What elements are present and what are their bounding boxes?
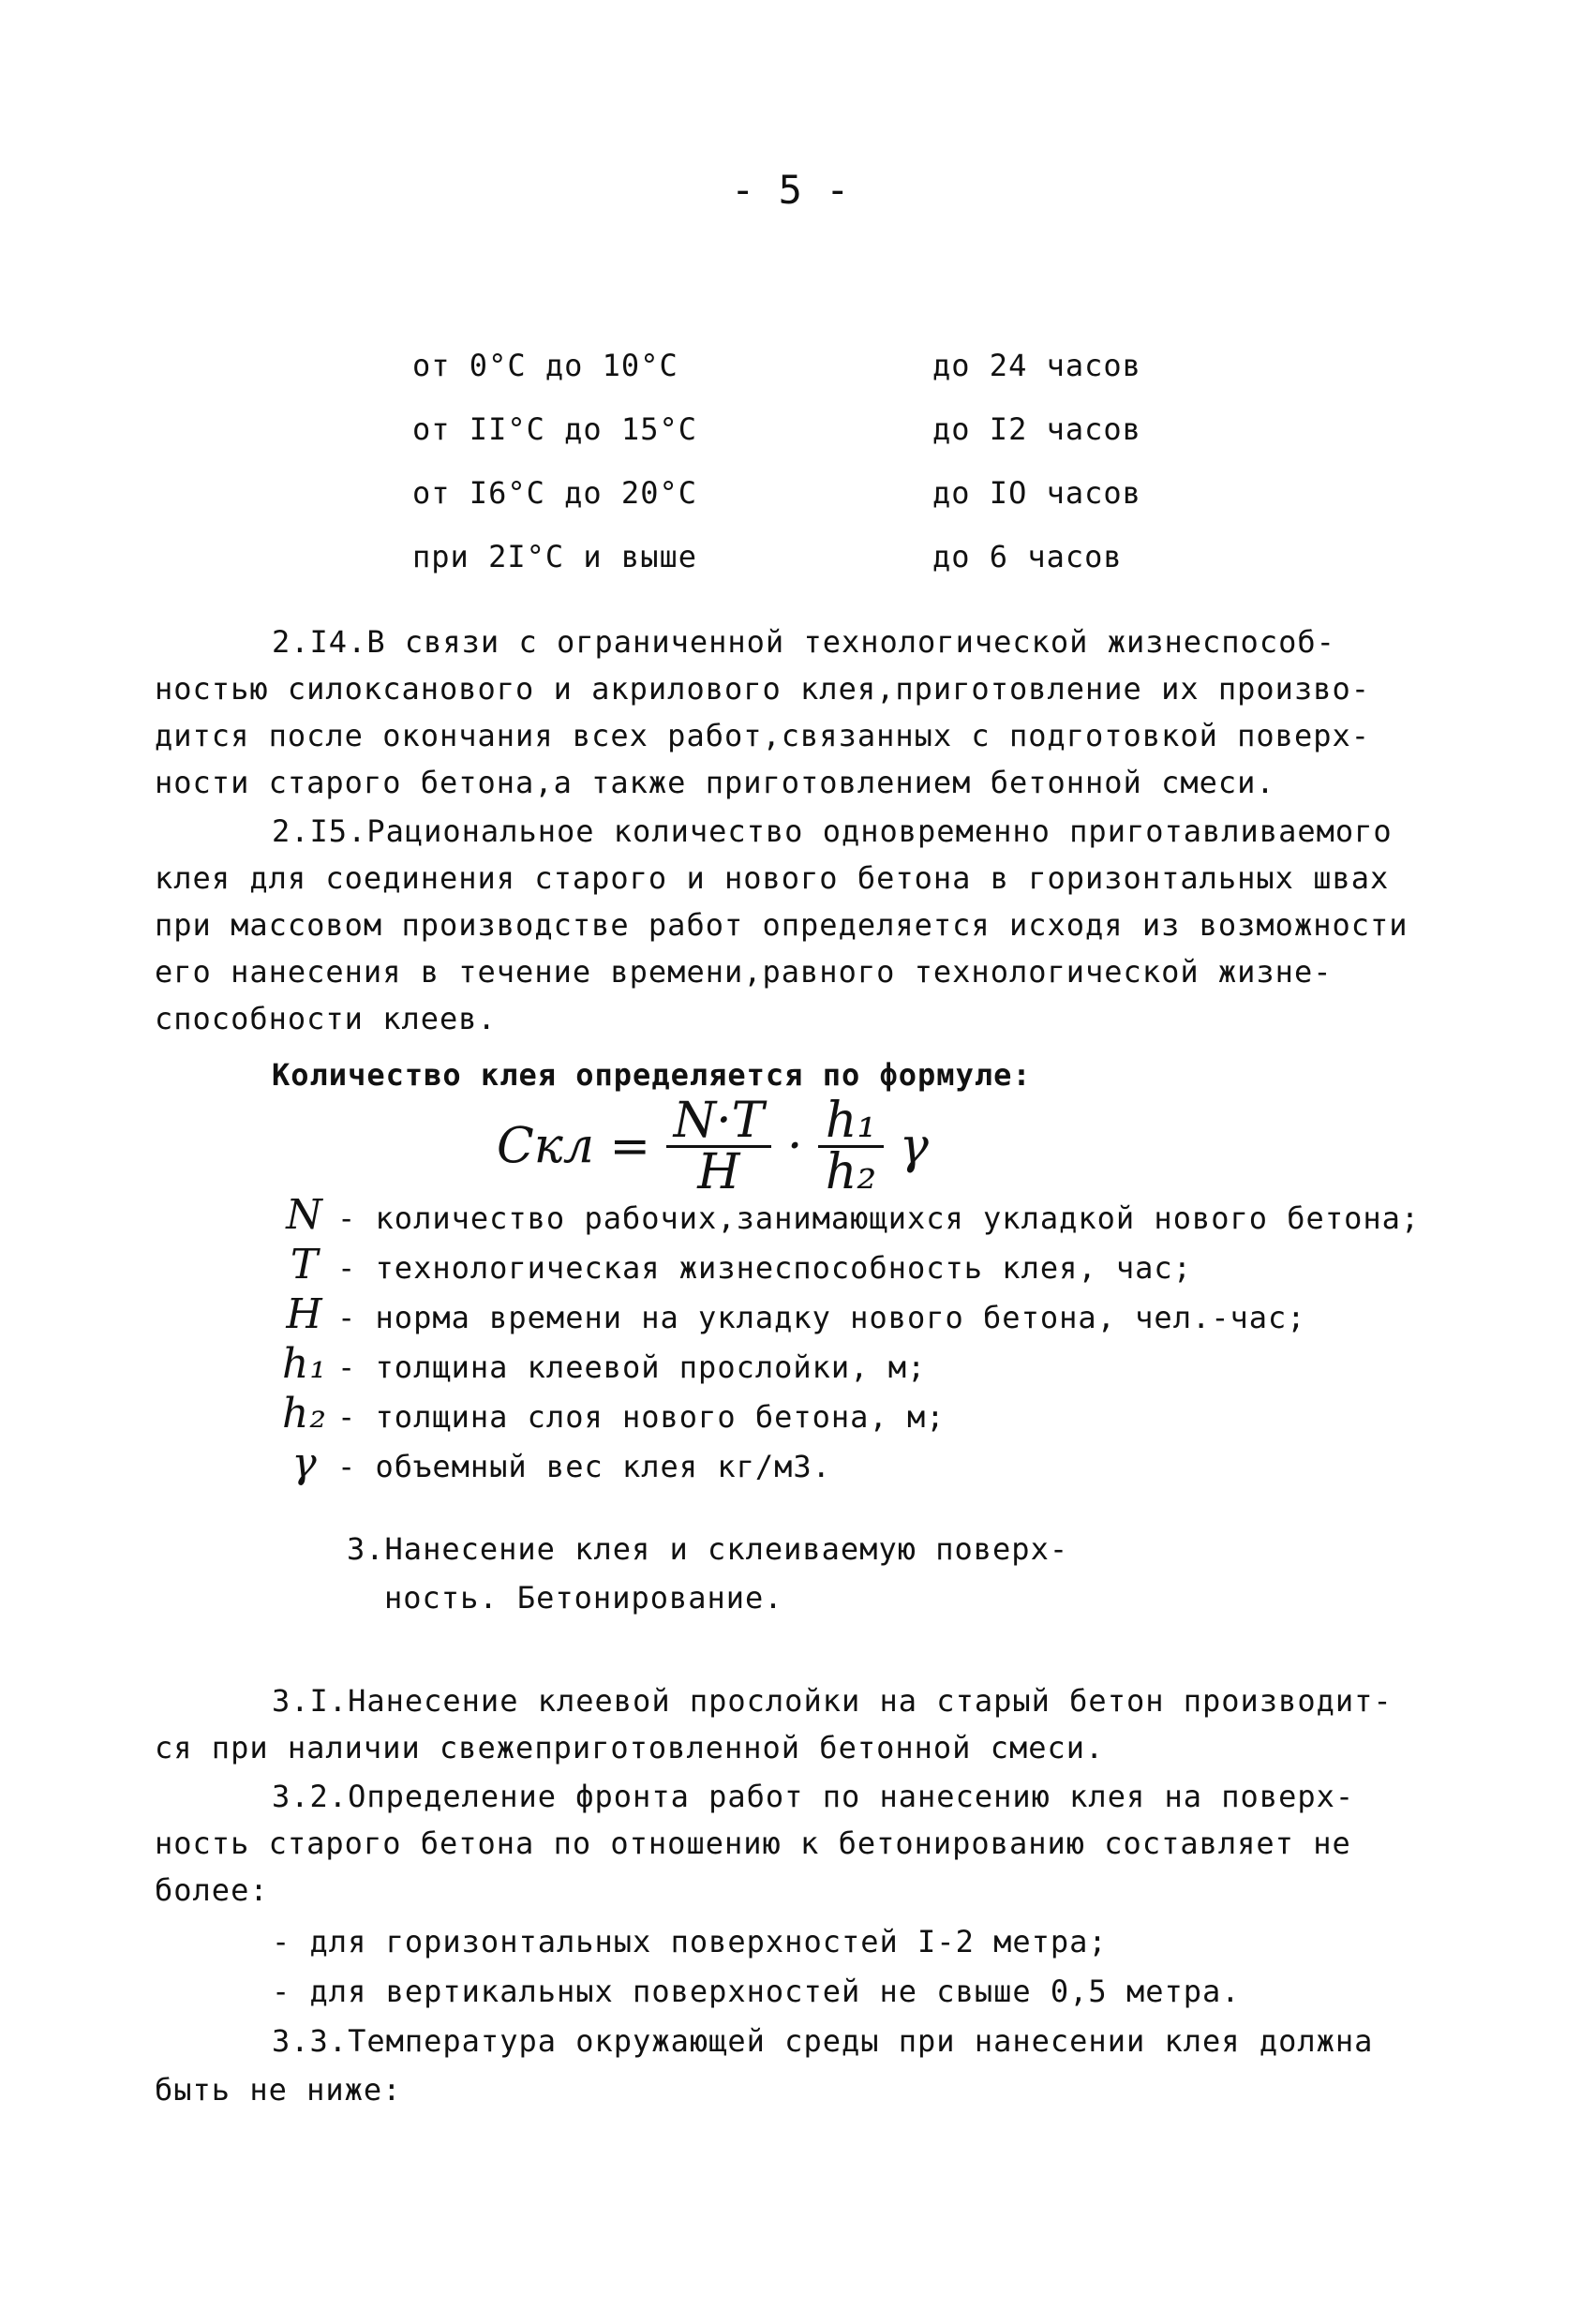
- temp-time-2: до I2 часов: [932, 411, 1141, 447]
- legend-symbol: H: [286, 1290, 323, 1338]
- para-3-2-line-2: ность старого бетона по отношению к бетонированию составляет не: [155, 1825, 1351, 1861]
- para-2-14-line-3: дится после окончания всех работ,связанных с подготовкой поверх-: [155, 718, 1370, 753]
- para-2-15-line-1: 2.I5.Рациональное количество одновременно приготавливаемого: [272, 813, 1393, 849]
- legend-text: - норма времени на укладку нового бетона, чел.-час;: [337, 1300, 1306, 1335]
- temp-time-4: до 6 часов: [932, 539, 1123, 574]
- legend-item-h1: [272, 1341, 926, 1391]
- formula-fraction-1: [666, 1093, 772, 1200]
- temp-range-2: от II°С до 15°С: [412, 411, 697, 447]
- legend-text: - количество рабочих,занимающихся укладкой нового бетона;: [337, 1200, 1421, 1236]
- para-2-14-line-4: ности старого бетона,а также приготовлением бетонной смеси.: [155, 765, 1275, 800]
- list-3-2-item-2: - для вертикальных поверхностей не свыше 0,5 метра.: [272, 1974, 1241, 2009]
- legend-item-h: [272, 1291, 1306, 1341]
- temp-time-3: до IO часов: [932, 475, 1141, 511]
- formula-num-1: N·T: [666, 1096, 772, 1148]
- legend-item-n: [272, 1192, 1420, 1242]
- para-2-15-line-3: при массовом производстве работ определяется исходя из возможности: [155, 907, 1409, 943]
- para-3-1-line-2: ся при наличии свежеприготовленной бетонной смеси.: [155, 1730, 1105, 1765]
- page-number: - 5 -: [731, 167, 850, 213]
- legend-symbol: γ: [291, 1439, 318, 1487]
- legend-text: - толщина клеевой прослойки, м;: [337, 1349, 927, 1385]
- formula-gamma: γ: [899, 1118, 929, 1175]
- formula: [497, 1093, 929, 1200]
- legend-symbol: T: [290, 1241, 320, 1289]
- formula-den-1: H: [697, 1144, 740, 1200]
- temp-range-4: при 2I°С и выше: [412, 539, 697, 574]
- para-2-14-line-1: 2.I4.В связи с ограниченной технологической жизнеспособ-: [272, 624, 1335, 660]
- formula-dot: ·: [786, 1118, 803, 1175]
- formula-den-2: h₂: [825, 1144, 877, 1200]
- formula-fraction-2: [818, 1093, 884, 1200]
- formula-intro: Количество клея определяется по формуле:: [272, 1057, 1032, 1093]
- legend-text: - технологическая жизнеспособность клея, час;: [337, 1250, 1192, 1286]
- formula-lhs: Cкл =: [497, 1118, 651, 1175]
- section-3-title-line-1: 3.Нанесение клея и склеиваемую поверх-: [347, 1531, 1069, 1567]
- temp-range-3: от I6°С до 20°С: [412, 475, 697, 511]
- para-2-15-line-5: способности клеев.: [155, 1001, 497, 1036]
- legend-symbol: N: [286, 1191, 323, 1239]
- legend-symbol: h₁: [282, 1340, 327, 1388]
- section-3-title-line-2: ность. Бетонирование.: [384, 1580, 783, 1616]
- temp-range-1: от 0°С до 10°С: [412, 348, 678, 383]
- para-3-3-line-1: 3.3.Температура окружающей среды при нанесении клея должна: [272, 2023, 1374, 2059]
- para-3-2-line-1: 3.2.Определение фронта работ по нанесению клея на поверх-: [272, 1779, 1355, 1814]
- para-3-1-line-1: 3.I.Нанесение клеевой прослойки на старый бетон производит-: [272, 1683, 1393, 1719]
- legend-text: - толщина слоя нового бетона, м;: [337, 1399, 946, 1435]
- legend-symbol: h₂: [282, 1390, 327, 1438]
- para-3-2-line-3: более:: [155, 1872, 269, 1908]
- para-2-15-line-4: его нанесения в течение времени,равного технологической жизне-: [155, 954, 1333, 990]
- legend-item-h2: [272, 1391, 946, 1440]
- para-2-15-line-2: клея для соединения старого и нового бетона в горизонтальных швах: [155, 860, 1390, 896]
- list-3-2-item-1: - для горизонтальных поверхностей I-2 метра;: [272, 1924, 1108, 1959]
- para-2-14-line-2: ностью силоксанового и акрилового клея,приготовление их произво-: [155, 671, 1370, 707]
- temp-time-1: до 24 часов: [932, 348, 1141, 383]
- legend-text: - объемный вес клея кг/м3.: [337, 1449, 831, 1484]
- formula-num-2: h₁: [818, 1096, 884, 1148]
- legend-item-gamma: [272, 1440, 831, 1490]
- para-3-3-line-2: быть не ниже:: [155, 2072, 402, 2108]
- legend-item-t: [272, 1242, 1192, 1291]
